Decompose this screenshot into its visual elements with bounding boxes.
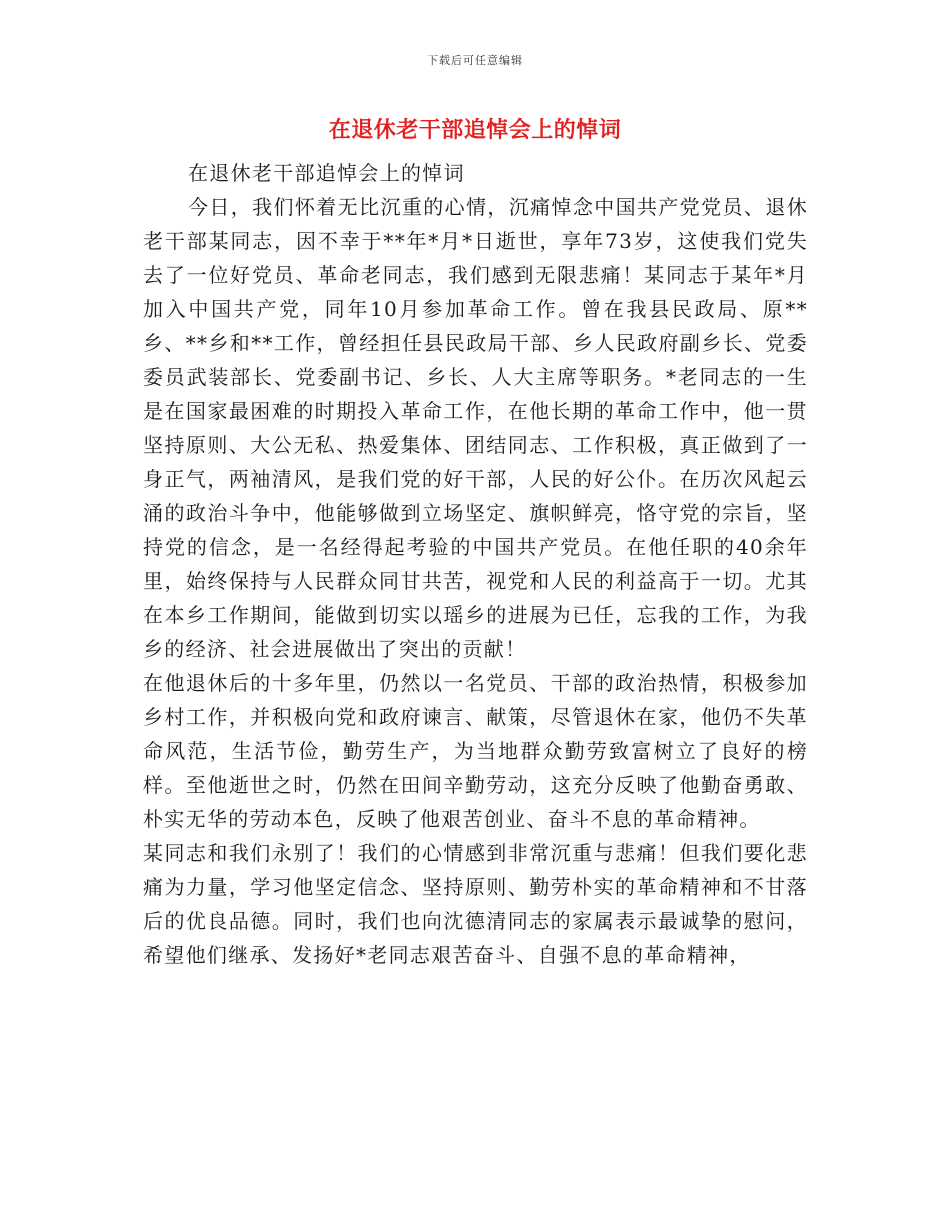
paragraph-1: 今日，我们怀着无比沉重的心情，沉痛悼念中国共产党党员、退休老干部某同志，因不幸于**年*月*日逝世，享年73岁，这使我们党失去了一位好党员、革命老同志，我们感到无限悲痛！某同志于某年*月加入中国共产党，同年10月参加革命工作。曾在我县民政局、原**乡、**乡和**工作，曾经担任县民政局干部、乡人民政府副乡长、党委委员武装部长、党委副书记、乡长、人大主席等职务。*老同志的一生是在国家最困难的时期投入革命工作，在他长期的革命工作中，他一贯坚持原则、大公无私、热爱集体、团结同志、工作积极，真正做到了一身正气，两袖清风，是我们党的好干部，人民的好公仆。在历次风起云涌的政治斗争中，他能够做到立场坚定、旗帜鲜亮，恪守党的宗旨，坚持党的信念，是一名经得起考验的中国共产党员。在他任职的40余年里，始终保持与人民群众同甘共苦，视党和人民的利益高于一切。尤其在本乡工作期间，能做到切实以瑶乡的进展为已任，忘我的工作，为我乡的经济、社会进展做出了突出的贡献！ bbox=[143, 195, 808, 661]
header-note: 下载后可任意编辑 bbox=[427, 54, 523, 67]
paragraph-2: 在他退休后的十多年里，仍然以一名党员、干部的政治热情，积极参加乡村工作，并积极向党和政府谏言、献策，尽管退休在家，他仍不失革命风范，生活节俭，勤劳生产，为当地群众勤劳致富树立了良好的榜样。至他逝世之时，仍然在田间辛勤劳动，这充分反映了他勤奋勇敢、朴实无华的劳动本色，反映了他艰苦创业、奋斗不息的革命精神。 bbox=[143, 671, 808, 831]
document-subtitle: 在退休老干部追悼会上的悼词 bbox=[188, 161, 465, 185]
document-body bbox=[143, 156, 808, 972]
document-title: 在退休老干部追悼会上的悼词 bbox=[328, 118, 622, 143]
paragraph-3: 某同志和我们永别了！我们的心情感到非常沉重与悲痛！但我们要化悲痛为力量，学习他坚定信念、坚持原则、勤劳朴实的革命精神和不甘落后的优良品德。同时，我们也向沈德清同志的家属表示最诚挚的慰问，希望他们继承、发扬好*老同志艰苦奋斗、自强不息的革命精神， bbox=[143, 841, 808, 967]
